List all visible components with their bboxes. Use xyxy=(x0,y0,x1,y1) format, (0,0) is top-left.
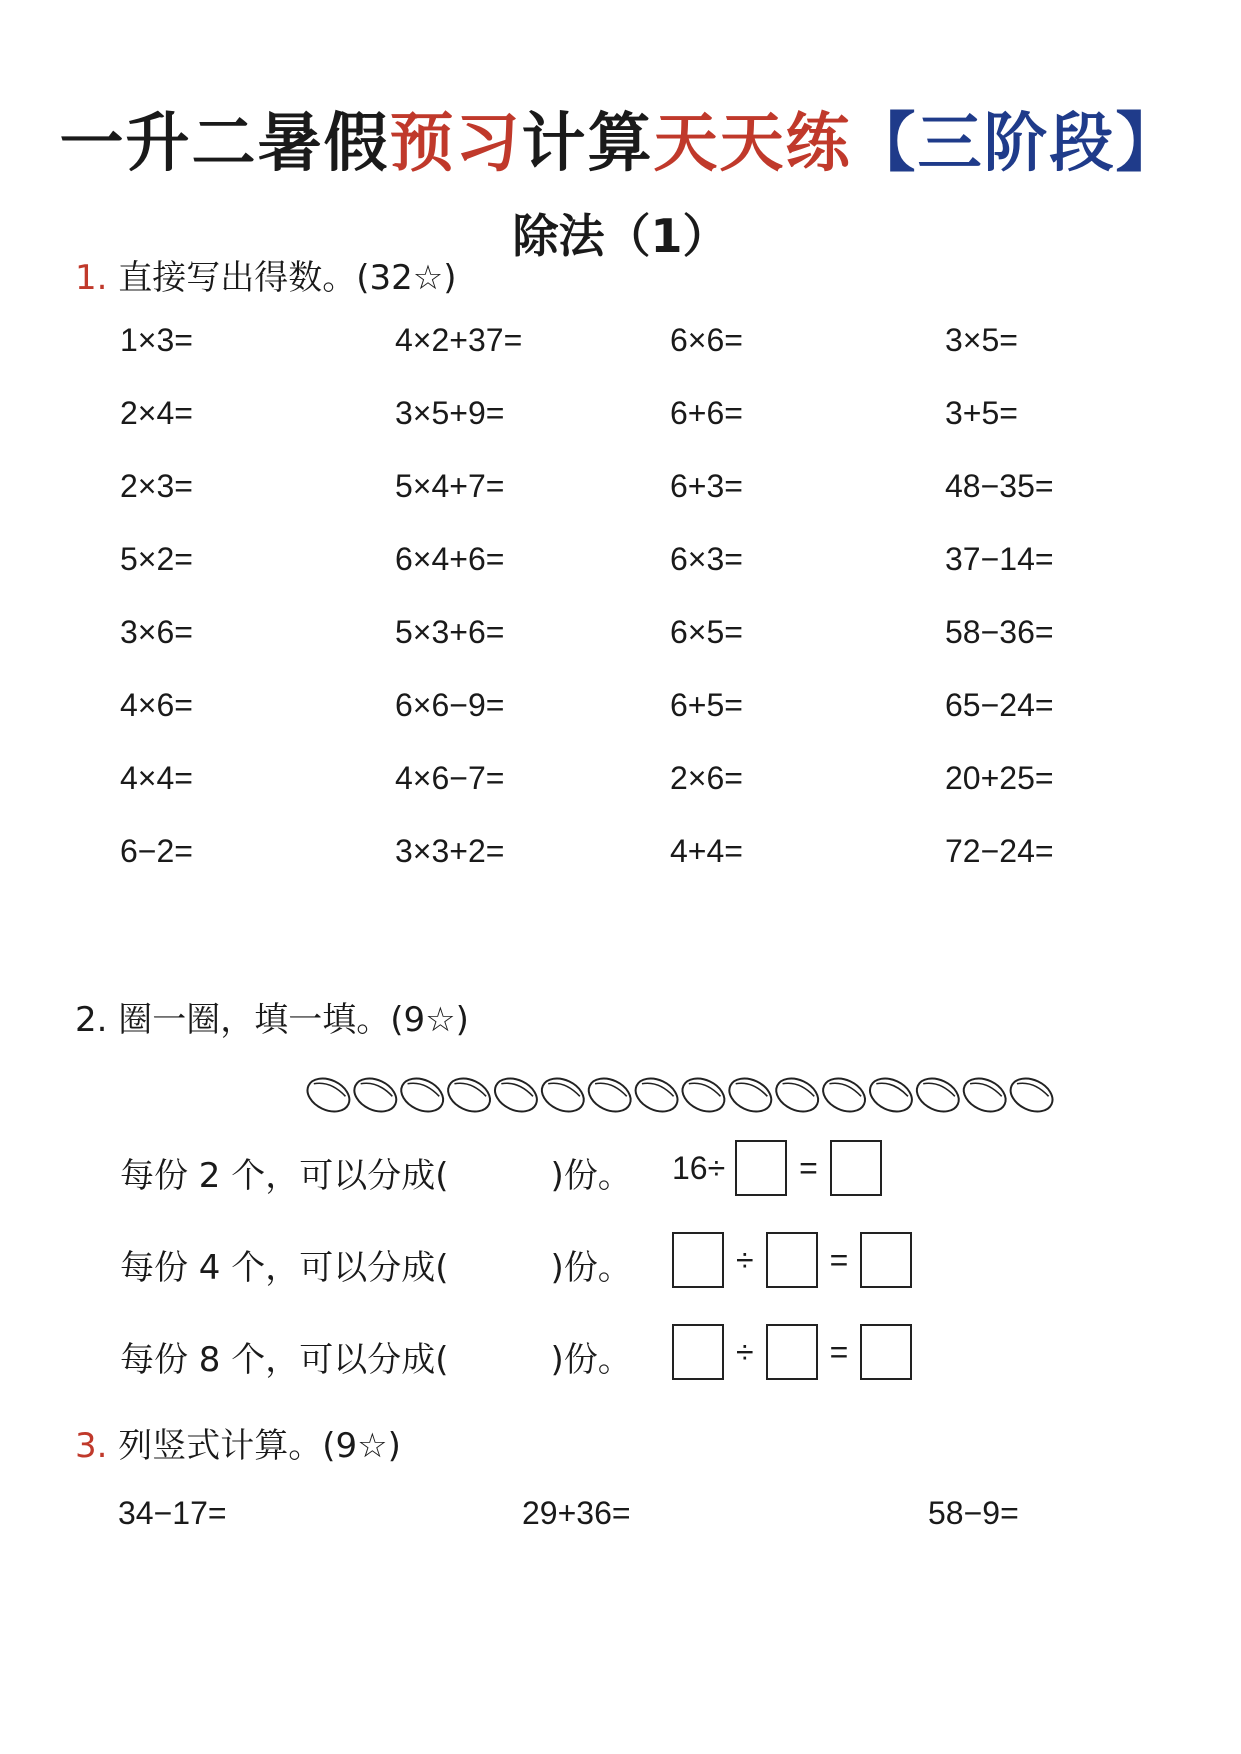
fruit-icon xyxy=(1005,1072,1055,1118)
equation-1-prefix: 16÷ xyxy=(672,1149,726,1186)
calc-item: 6×3= xyxy=(670,541,743,577)
fruit-icon xyxy=(630,1072,683,1118)
fruit-icon xyxy=(305,1072,355,1118)
vertical-calc-2: 29+36= xyxy=(522,1495,631,1531)
divide-equation-1 xyxy=(672,1138,892,1198)
title-part-3: 计算 xyxy=(521,107,654,181)
fruit-icon xyxy=(724,1072,777,1118)
title-part-1: 一升二暑假 xyxy=(59,107,390,181)
calc-item: 48−35= xyxy=(945,468,1054,504)
calc-item: 2×3= xyxy=(120,468,193,504)
calc-item: 5×2= xyxy=(120,541,193,577)
fruit-icon xyxy=(349,1072,402,1118)
calc-item: 2×6= xyxy=(670,760,743,796)
calc-item: 37−14= xyxy=(945,541,1054,577)
calc-item: 5×3+6= xyxy=(395,614,505,650)
calc-item: 20+25= xyxy=(945,760,1054,796)
divide-equation-3 xyxy=(672,1322,922,1382)
divide-line-3: 每份 8 个，可以分成( )份。 xyxy=(120,1340,632,1380)
calc-item: 6×4+6= xyxy=(395,541,505,577)
answer-box[interactable] xyxy=(766,1324,818,1380)
answer-box[interactable] xyxy=(672,1324,724,1380)
title-part-2: 预习 xyxy=(389,107,522,181)
calc-item: 6+5= xyxy=(670,687,743,723)
section-3-text: 列竖式计算。(9☆) xyxy=(118,1426,401,1466)
vertical-calc-3: 58−9= xyxy=(928,1495,1019,1531)
equals-sign: = xyxy=(829,1333,849,1370)
calc-item: 3×5+9= xyxy=(395,395,505,431)
calc-item: 6−2= xyxy=(120,833,193,869)
page-title xyxy=(0,92,1241,184)
equals-sign: = xyxy=(829,1241,849,1278)
page-subtitle: 除法（1） xyxy=(512,209,729,263)
calc-item: 72−24= xyxy=(945,833,1054,869)
fruit-icon xyxy=(490,1072,543,1118)
answer-box[interactable] xyxy=(672,1232,724,1288)
fruit-row xyxy=(305,1065,1055,1121)
divide-line-2: 每份 4 个，可以分成( )份。 xyxy=(120,1248,632,1288)
divide-line-1: 每份 2 个，可以分成( )份。 xyxy=(120,1156,632,1196)
calc-item: 4+4= xyxy=(670,833,743,869)
calculation-grid xyxy=(120,322,1140,906)
answer-box[interactable] xyxy=(830,1140,882,1196)
calc-item: 4×2+37= xyxy=(395,322,523,358)
answer-box[interactable] xyxy=(766,1232,818,1288)
title-part-4: 天天练 xyxy=(653,107,852,181)
section-2-number: 2. xyxy=(75,1000,108,1040)
calc-item: 3×5= xyxy=(945,322,1018,358)
equals-sign: = xyxy=(799,1149,818,1186)
divide-equation-2 xyxy=(672,1230,922,1290)
fruit-icon xyxy=(443,1072,496,1118)
calc-item: 5×4+7= xyxy=(395,468,505,504)
section-2-heading xyxy=(75,992,469,1041)
fruit-icon xyxy=(912,1072,965,1118)
section-1-number: 1. xyxy=(75,258,108,298)
calc-item: 58−36= xyxy=(945,614,1054,650)
divide-sign: ÷ xyxy=(736,1241,754,1278)
fruit-icon xyxy=(818,1072,871,1118)
calc-item: 3×6= xyxy=(120,614,193,650)
calc-item: 4×6−7= xyxy=(395,760,505,796)
section-1-heading xyxy=(75,250,457,299)
calc-item: 6+6= xyxy=(670,395,743,431)
divide-sign: ÷ xyxy=(736,1333,754,1370)
fruit-icon xyxy=(865,1072,918,1118)
calc-item: 1×3= xyxy=(120,322,193,358)
answer-box[interactable] xyxy=(735,1140,787,1196)
fruit-icon xyxy=(677,1072,730,1118)
fruit-icon xyxy=(771,1072,824,1118)
vertical-calc-1: 34−17= xyxy=(118,1495,227,1531)
calc-item: 3×3+2= xyxy=(395,833,505,869)
section-1-text: 直接写出得数。(32☆) xyxy=(118,258,457,298)
answer-box[interactable] xyxy=(860,1232,912,1288)
calc-item: 6×5= xyxy=(670,614,743,650)
fruit-icon xyxy=(583,1072,636,1118)
section-3-heading xyxy=(75,1418,401,1467)
fruit-icon xyxy=(537,1072,590,1118)
answer-box[interactable] xyxy=(860,1324,912,1380)
fruit-icon xyxy=(396,1072,449,1118)
calc-item: 6×6−9= xyxy=(395,687,505,723)
section-3-number: 3. xyxy=(75,1426,108,1466)
fruit-icon xyxy=(958,1072,1011,1118)
section-2-text: 圈一圈，填一填。(9☆) xyxy=(118,1000,469,1040)
calc-item: 65−24= xyxy=(945,687,1054,723)
calc-item: 3+5= xyxy=(945,395,1018,431)
title-part-5: 【三阶段】 xyxy=(851,107,1182,181)
calc-item: 2×4= xyxy=(120,395,193,431)
calc-item: 6+3= xyxy=(670,468,743,504)
calc-item: 6×6= xyxy=(670,322,743,358)
calc-item: 4×4= xyxy=(120,760,193,796)
calc-item: 4×6= xyxy=(120,687,193,723)
